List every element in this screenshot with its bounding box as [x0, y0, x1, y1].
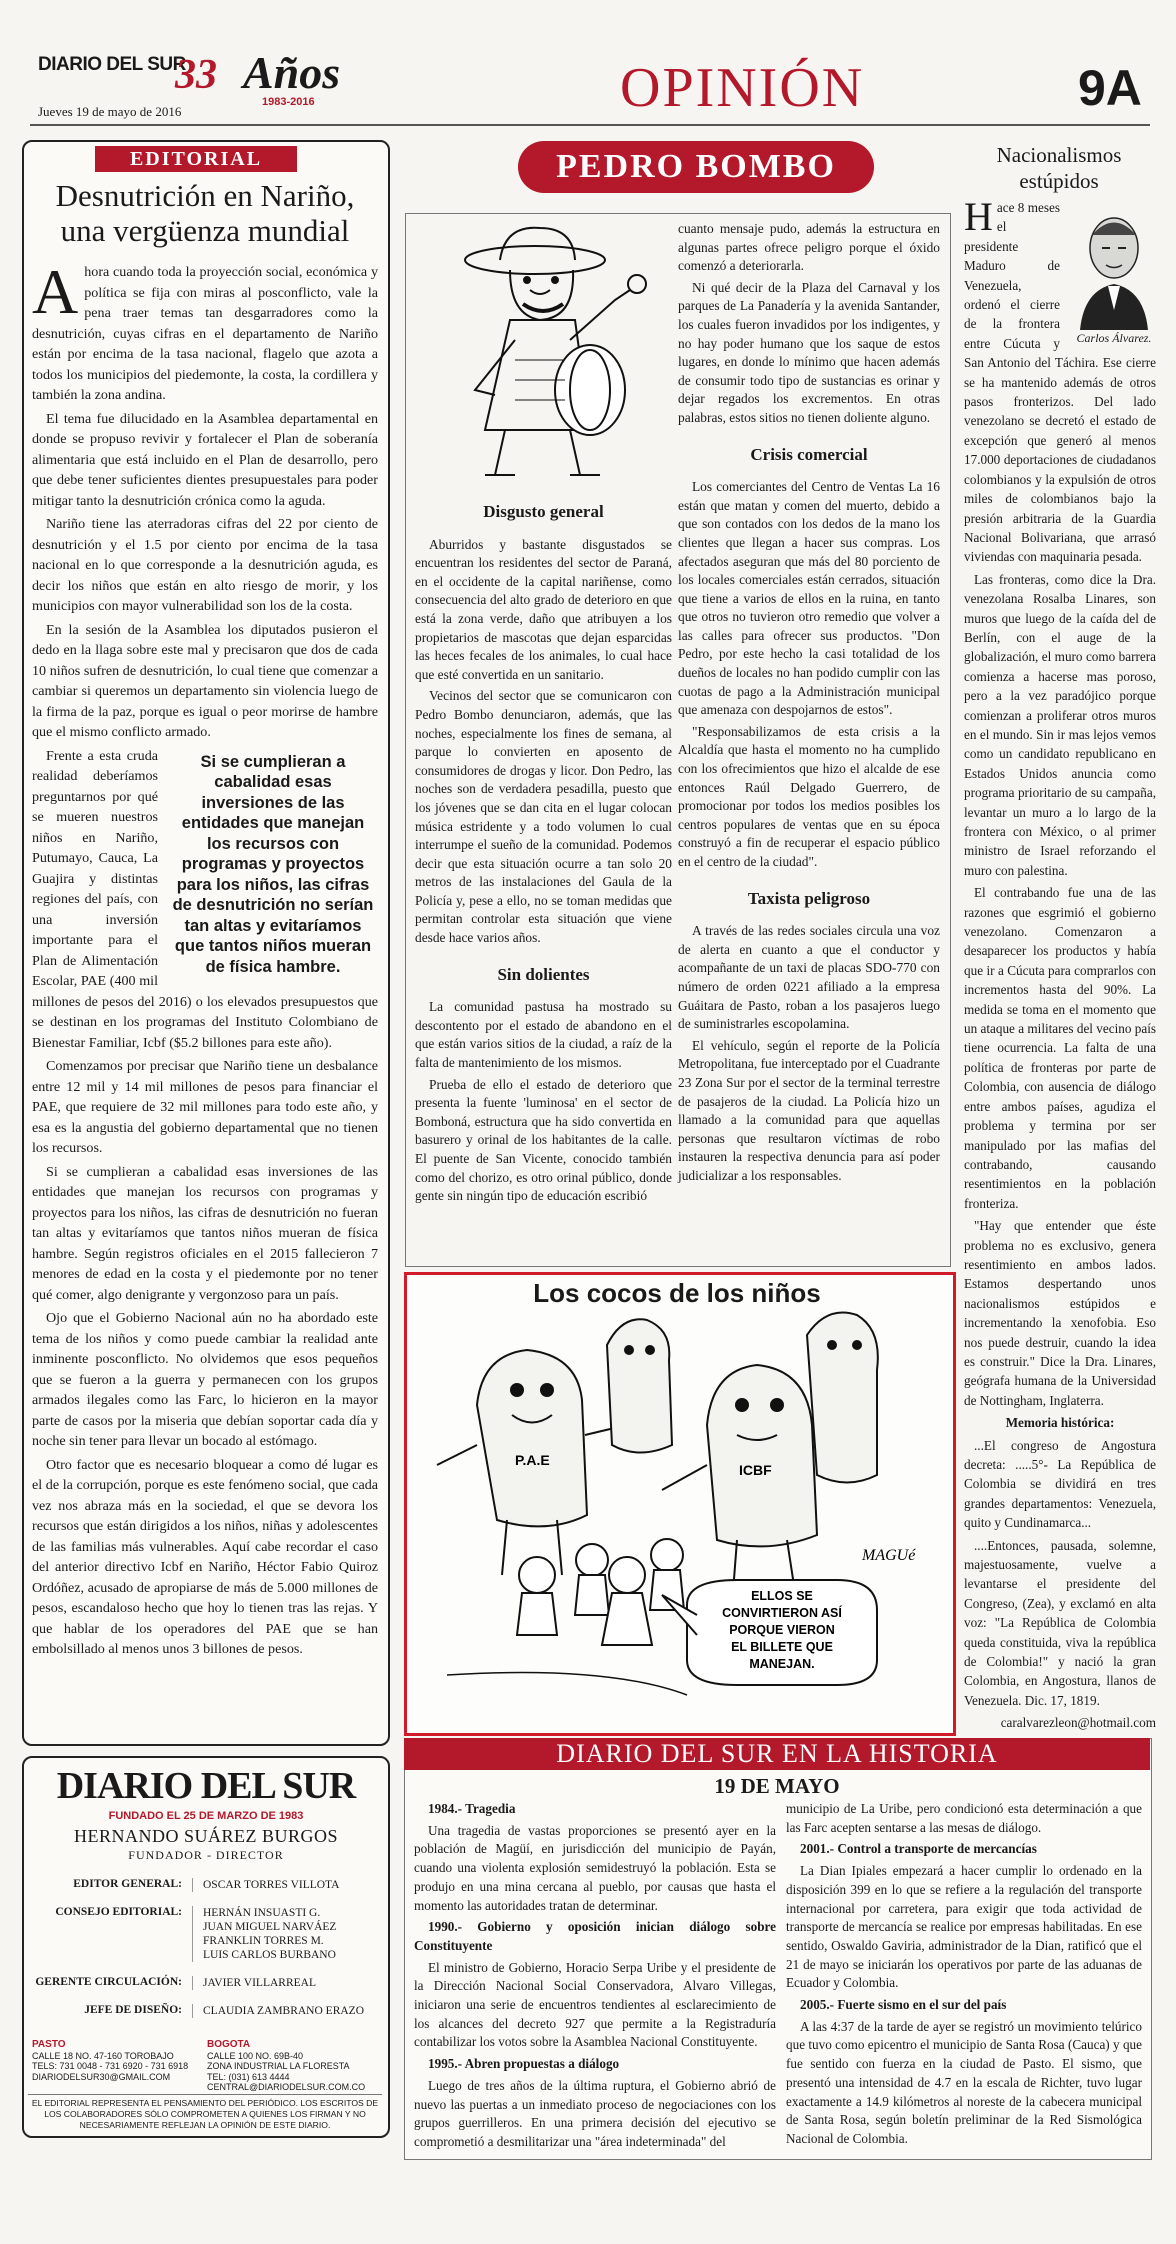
- issue-date: Jueves 19 de mayo de 2016: [38, 104, 182, 119]
- staff-role: JEFE DE DISEÑO:: [32, 2004, 193, 2018]
- column-paragraph: ....Entonces, pausada, solemne, majestuosamente, vuelve a levantarse el presidente del Congreso, (Zea), y exclamó en alta voz: "La República de Colombia queda constituida, viva la república de Colombia!" y nació la gran Colombia, en Angostura, llanos de Venezuela. Dic. 17, 1819.: [964, 1537, 1156, 1708]
- column-paragraph: Hace 8 meses el presidente Maduro de Venezuela, ordenó el cierre de la frontera entre Cúcuta y San Antonio del Táchira. Ese cierre se ha mantenido además de otros pasos fronterizos. Del lado venezolano se decretó el estado de excepción que generó al menos 17.000 deportaciones de ciudadanos colombianos y la expulsión de otros miles de colombianos bajo la presión arbitraria de la Guardia Nacional Bolivariana, que arrasó viviendas con maquinaria pesada.: [964, 194, 1156, 565]
- history-paragraph: La Dian Ipiales empezará a hacer cumplir lo ordenado en la disposición 399 en lo que se refiere a la regulación del transporte internacional por carretera, para exigir que toda actividad de transporte de mercancía se realice por empresas habilitadas. En ese sentido, Oswaldo Gaviria, administrador de la Dian, ratificó que el 21 de mayo se iniciarán los operativos por parte de las aduanas de Ecuador y Colombia.: [786, 1863, 1142, 1991]
- editorial-paragraph: Comenzamos por precisar que Nariño tiene un desbalance entre 12 mil y 14 mil millones de pesos para financiar el PAE, que requiere de 32 mil millones para todo este año, y esa es la angustia del gobierno departamental que no tienen los recursos.: [32, 1058, 378, 1156]
- history-heading: 1984.- Tragedia: [428, 1801, 516, 1816]
- cartoon-frame: [404, 1272, 956, 1736]
- history-paragraph: El ministro de Gobierno, Horacio Serpa Uribe y el presidente de la Dirección Nacional Social Conservadora, Alvaro Villegas, iniciaron una serie de encuentros tendientes al esclarecimiento de los alcances del decreto 927 que permite a la Registraduría contabilizar los votos sobre la Asamblea Nacional Constituyente.: [414, 1959, 776, 2050]
- drummer-illustration: [415, 220, 672, 485]
- pasto-phones: TELS: 731 0048 - 731 6920 - 731 6918: [32, 2061, 189, 2071]
- author-email: caralvarezleon@hotmail.com: [1000, 1715, 1156, 1731]
- column-paragraph: El contrabando fue una de las razones que esgrimió el gobierno venezolano. Comenzaron a desaparecer los productos y había que ir a Cúcuta para comprarlos con incrementos hasta del 90%. La medida se toma en el momento que un ataque a militares del vecino país tiene ocurrencia. La falta de una política de fronteras por parte de Colombia, con ausencia de diálogo entre ambos países, agudiza el problema y termina por ser manipulado por las mafias del contrabando, causando resentimientos en la población fronteriza.: [964, 885, 1156, 1211]
- history-heading: 2005.- Fuerte sismo en el sur del país: [800, 1997, 1007, 2013]
- staff-names: CLAUDIA ZAMBRANO ERAZO: [203, 2005, 364, 2017]
- history-column-right: [786, 1772, 1142, 2152]
- column-dropcap: H: [964, 194, 993, 239]
- editorial-paragraph: En la sesión de la Asamblea los diputados pusieron el dedo en la llaga sobre este mal y precisaron que dos de cada 10 niños sufren de desnutrición, lo cual tiene que comenzar a cambiar si queremos un departamento sin violencia luego de la firma de la paz, porque es igual o peor morirse de hambre que el mismo conflicto armado.: [32, 621, 378, 740]
- editorial-paragraph: Ojo que el Gobierno Nacional aún no ha abordado este tema de los niños y como puede cambiar la realidad ante inminente posconflicto. No olvidemos que esos pequeños que se fueron a la guerra y permanecen con los grupos armados ilegales como las Farc, lo hicieron en la mayor parte de casos por la miseria que debían soportar cada día y noche sin tener para llevar un bocado al estómago.: [32, 1310, 378, 1449]
- column-memoria-heading: Memoria histórica:: [1005, 1415, 1115, 1431]
- staff-row: [32, 2004, 382, 2018]
- bogota-zone: ZONA INDUSTRIAL LA FLORESTA: [207, 2061, 350, 2071]
- staff-role: CONSEJO EDITORIAL:: [32, 1906, 193, 1962]
- history-paragraph: A las 4:37 de la tarde de ayer se registró un movimiento telúrico que tuvo como epicentro el municipio de Santa Rosa (Cauca) y que fue sentido con fuerza en la ciudad de Pasto. El sismo, que presentó una intensidad de 4.7 en la escala de Richter, tuvo lugar exactamente a 14.9 kilómetros al noreste de la cabecera municipal de Santa Rosa, según boletín preliminar de la Red Sismológica Nacional de Colombia.: [786, 2018, 1142, 2146]
- staff-row: [32, 1976, 382, 1990]
- pedro-subhead: Disgusto general: [483, 502, 604, 521]
- history-paragraph: Luego de tres años de la última ruptura, el Gobierno abrió de nuevo las puertas a un inmediato proceso de negociaciones con los grupos guerrilleros. En una primera decisión del ejecutivo se comprometió a desmilitarizar una "área indeterminada" del: [414, 2077, 776, 2149]
- cartoon-drawing: [407, 1275, 947, 1727]
- history-banner: DIARIO DEL SUR EN LA HISTORIA: [404, 1738, 1150, 1770]
- anniversary-years: 1983-2016: [262, 96, 315, 108]
- editorial-headline: Desnutrición en Nariño, una vergüenza mundial: [55, 178, 355, 248]
- pedro-paragraph: Ni qué decir de la Plaza del Carnaval y los parques de La Panadería y la avenida Santander, los cuales fueron invadidos por los indigentes, y no hay poder humano que los saque de estos lugares, en donde lo mínimo que hacen además de consumir todo tipo de sustancias es orinar y dejar regados los excrementos. En otras palabras, estos sitios no tienen doliente alguno.: [678, 279, 940, 425]
- pasto-email: DIARIODELSUR30@GMAIL.COM: [32, 2071, 171, 2082]
- pedro-subhead: Sin dolientes: [497, 964, 590, 984]
- staff-names: HERNÁN INSUASTI G. JUAN MIGUEL NARVÁEZ FRANKLIN TORRES M. LUIS CARLOS BURBANO: [203, 1907, 337, 1961]
- staff-disclaimer: EL EDITORIAL REPRESENTA EL PENSAMIENTO DEL PERIÓDICO. LOS ESCRITOS DE LOS COLABORADORES SÓLO COMPROMETEN A QUIENES LOS FIRMAN Y NO NECESARIAMENTE REFLEJAN LA OPINIÓN DE ESTE DIARIO.: [28, 2094, 382, 2131]
- header-divider: [30, 124, 1150, 126]
- column-paragraph: "Hay que entender que éste problema no es exclusivo, genera resentimiento en ambos lados. Estamos despertando unos nacionalismos estúpidos e incrementando la xenofobia. Eso nos puede destruir, cuando la idea es construir." Dice la Dra. Linares, geógrafa humana de la Universidad de Nottingham, Inglaterra.: [964, 1218, 1156, 1408]
- label-pae: P.A.E: [515, 1452, 550, 1468]
- staff-logo: DIARIO DEL SUR: [56, 1765, 356, 1807]
- founder-role: FUNDADOR - DIRECTOR: [128, 1848, 284, 1862]
- speech-line: ELLOS SE: [751, 1589, 813, 1603]
- pedro-paragraph: "Responsabilizamos de esta crisis a la Alcaldía que hasta el momento no ha cumplido con los ofrecimientos que hizo el alcalde de ese entonces Raúl Delgado Guerrero, de promocionar por todos los medios posibles los centros populares de ventas que en su época construyó a fin de recuperar el espacio público en el centro de la ciudad".: [678, 723, 940, 869]
- cartoonist-signature: MAGUé: [862, 1547, 916, 1564]
- editorial-badge: EDITORIAL: [95, 146, 297, 172]
- author-caption: Carlos Álvarez.: [1076, 331, 1152, 345]
- page-number: 9A: [1078, 60, 1142, 116]
- editorial-body: [32, 256, 378, 1663]
- speech-line: PORQUE VIERON: [729, 1623, 835, 1637]
- history-paragraph: Una tragedia de vastas proporciones se presentó ayer en la población de Magüí, en jurisdicción del municipio de Payán, cuando una violenta explosión semidestruyó la población. Esta se produjo en una mina cercana al pueblo, por causas que hasta el momento las autoridades tratan de determinar.: [414, 1822, 776, 1913]
- column-paragraph: Las fronteras, como dice la Dra. venezolana Rosalba Linares, son muros que luego de la caída del de Berlín, con el auge de la globalización, el muro como barrera comienza a hacerse mas poroso, pero a la vez paradójico porque comienzan a proliferar otros muros en el mundo. Sin ir mas lejos vemos como un candidato republicano en Estados Unidos anuncia como programa prioritario de su campaña, levantar un muro a lo largo de la frontera con México, o al primer ministro de Israel reforzando el muro con palestina.: [964, 571, 1156, 878]
- pedro-bombo-banner: PEDRO BOMBO: [518, 141, 874, 193]
- editorial-paragraph: Otro factor que es necesario bloquear a como dé lugar es el de la corrupción, porque es este fenómeno social, que cada vez nos abraza más en la sociedad, el que se devora los recursos que están dirigidos a los niños, niñas y adolescentes de las familias más vulnerables. Aquí cabe recordar el caso del anterior directivo Icbf en Nariño, Héctor Fabio Quiroz Ordóñez, acusado de apropiarse de más de 5.000 millones de pesos, escandaloso hecho que hoy lo tienen tras las rejas. Y que hablar de los operadores del PAE que se han embolsillado al menos unos 3 billones de pesos.: [32, 1456, 378, 1657]
- pedro-subhead: Taxista peligroso: [747, 888, 871, 908]
- bogota-contact: [207, 2040, 382, 2093]
- pedro-paragraph: El vehículo, según el reporte de la Policía Metropolitana, fue interceptado por el Cuadrante 23 Zona Sur por el sector de la terminal terrestre de pasajeros de la ciudad. La Policía hizo un llamado a la comunidad para que aquellas personas que resultaron víctimas de robo instauren la respectiva denuncia para así poder judicializar a los responsables.: [678, 1037, 940, 1183]
- speech-line: MANEJAN.: [749, 1657, 815, 1671]
- pedro-paragraph: Aburridos y bastante disgustados se encuentran los residentes del sector de Paraná, en el occidente de la capital nariñense, como consecuencia del alto grado de deterioro en que está la zona verde, daño que atribuyen a los propietarios de mascotas que dejan esparcidas las heces fecales de los animales, lo cual hace que esté convertida en un sanitario.: [415, 536, 672, 682]
- editorial-paragraph: Frente a esta cruda realidad deberíamos preguntarnos por qué se mueren nuestros niños en Nariño, Putumayo, Cauca, La Guajira y distintas regiones del país, con una inversión importante para el Plan de Alimentación Escolar, PAE (400 mil millones de pesos del 2016) o los elevados presupuestos que se destinan en los programas del Instituto Colombiano de Bienestar Familiar, Icbf ($5.2 billones para este año).: [32, 747, 378, 1051]
- pedro-paragraph: La comunidad pastusa ha mostrado su descontento por el estado de abandono en el que están varios sitios de la ciudad, a raíz de la falta de mantenimiento de los mismos.: [415, 999, 672, 1071]
- pedro-paragraph: Prueba de ello el estado de deterioro que presenta la fuente 'luminosa' en el sector de Bomboná, estructura que ha sido convertida en basurero y orinal de los habitantes de la calle. El puente de San Vicente, conocido también como del chorizo, es otro orinal público, donde gente sin ningún tipo de educación escribió: [415, 1076, 672, 1204]
- staff-role: EDITOR GENERAL:: [32, 1878, 193, 1892]
- anniversary-word: Años: [243, 47, 341, 98]
- history-date: 19 DE MAYO: [714, 1774, 840, 1798]
- pedro-column-left: [415, 220, 672, 1209]
- editorial-paragraph: Nariño tiene las aterradoras cifras del 22 por ciento de desnutrición y el 1.5 por ciento por encima de la tasa nacional en lo que corresponde a la desnutrición aguda, es decir los niños que están en alto riesgo de morir, y los municipios con mayor vulnerabilidad son los de la costa.: [32, 516, 378, 614]
- speech-line: CONVIRTIERON ASÍ: [722, 1606, 842, 1620]
- pedro-column-right: [678, 220, 940, 1189]
- author-portrait: [1072, 200, 1154, 330]
- history-heading: 1990.- Gobierno y oposición inician diálogo sobre Constituyente: [414, 1919, 776, 1953]
- pedro-paragraph: cuanto mensaje pudo, además la estructura en algunas partes ofrece peligro porque el óxido comenzó a deteriorarla.: [678, 221, 940, 274]
- bogota-address: CALLE 100 NO. 69B-40: [207, 2050, 304, 2061]
- staff-row: [32, 1878, 382, 1892]
- cartoon-title: Los cocos de los niños: [533, 1278, 821, 1308]
- history-heading: 1995.- Abren propuestas a diálogo: [428, 2056, 620, 2072]
- bogota-phone: TEL: (031) 613 4444: [207, 2071, 290, 2082]
- history-heading: 2001.- Control a transporte de mercancías: [800, 1841, 1037, 1857]
- staff-role: GERENTE CIRCULACIÓN:: [32, 1976, 193, 1990]
- column-body: [964, 194, 1156, 1736]
- founder-name: HERNANDO SUÁREZ BURGOS: [73, 1826, 339, 1846]
- editorial-paragraph: Ahora cuando toda la proyección social, económica y política se fija con miras al posconflicto, vale la pena traer temas tan desgarradores como la desnutrición, cuyas cifras en el departamento de Nariño están por encima de la tasa nacional, flagelo que azota a todos los municipios del piedemonte, la costa, la cordillera y también la zona andina.: [32, 256, 378, 403]
- editorial-dropcap: A: [32, 256, 79, 327]
- editorial-paragraph: Si se cumplieran a cabalidad esas inversiones de las entidades que manejan los recursos con programas y proyectos para los niños, las cifras de desnutrición no fueran tan altas y evitaríamos que tantos niños mueran de física hambre. Según registros oficiales en el 2015 fallecieron 7 menores de edad en la costa y el piedemonte por no tener qué comer, algo denigrante y vergonzoso para un país.: [32, 1163, 378, 1303]
- bogota-email: CENTRAL@DIARIODELSUR.COM.CO: [207, 2082, 366, 2092]
- history-column-left: [414, 1800, 776, 2155]
- pedro-paragraph: Vecinos del sector que se comunicaron con Pedro Bombo denunciaron, además, que las noches, especialmente los fines de semana, al parque lo convierten en aposento de consumidores de drogas y licor. Don Pedro, las noches son de verdadera pesadilla, puesto que los jóvenes que se dan cita en el lugar colocan música estridente y a todo volumen lo cual interrumpe el sueño de la comunidad. Podemos decir que esta situación ocurre a tan solo 20 metros de las instalaciones del Gaula de la Policía y, pese a ello, no se toman medidas que permitan controlar esta situación que viene desde hace varios años.: [415, 688, 672, 946]
- editorial-paragraph: El tema fue dilucidado en la Asamblea departamental en donde se propuso revivir y fortalecer el Plan de soberanía alimentaria que está incluido en el Plan de desarrollo, pero que debe tener suficientes dientes presupuestales para poder mitigar tanto la desnutrición crónica como la aguda.: [32, 410, 378, 509]
- column-title: Nacionalismos estúpidos: [996, 143, 1122, 193]
- column-paragraph: ...El congreso de Angostura decreta: .....5°- La República de Colombia se dividirá en tres grandes departamentos: Venezuela, quito y Cundinamarca...: [964, 1437, 1156, 1531]
- pasto-contact: [32, 2040, 207, 2093]
- pedro-paragraph: Los comerciantes del Centro de Ventas La 16 están que matan y comen del muerto, debido a que son contados con los dedos de la mano los clientes que llegan a hacer sus compras. Los afectados aseguran que más del 80 porciento de los locales comerciales están cerrados, situación que tiene a varios de ellos en la ruina, en tanto que otros no tuvieron otro remedio que volver a las calles para ofrecer sus productos. "Don Pedro, por este hecho la casi totalidad de los dueños de locales no han podido cumplir con las cuotas de pago a la Administración municipal que amenaza con despojarnos de estos".: [678, 479, 940, 718]
- anniversary-number: 33: [175, 52, 217, 98]
- bogota-city: BOGOTA: [207, 2039, 251, 2050]
- staff-row: [32, 1906, 382, 1962]
- pedro-subhead: Crisis comercial: [750, 444, 868, 464]
- speech-line: EL BILLETE QUE: [731, 1640, 833, 1654]
- pasto-address: CALLE 18 NO. 47-160 TOROBAJO: [32, 2050, 174, 2061]
- editorial-pullquote: Si se cumplieran a cabalidad esas inversiones de las entidades que manejan los recursos con programas y proyectos para los niños, las cifras de desnutrición no serían tan altas y evitaríamos que tantos niños mueran de física hambre.: [172, 752, 374, 976]
- staff-names: OSCAR TORRES VILLOTA: [203, 1879, 340, 1891]
- pedro-paragraph: A través de las redes sociales circula una voz de alerta en cuanto a que el conductor y acompañante de un taxi de placas SDO-770 con número de orden 0221 afiliado a la empresa Guáitara de Pasto, roban a los pasajeros luego de suministrarles escopolamina.: [678, 923, 940, 1032]
- staff-founded: FUNDADO EL 25 DE MARZO DE 1983: [108, 1810, 304, 1822]
- label-icbf: ICBF: [739, 1462, 772, 1478]
- history-paragraph: municipio de La Uribe, pero condicionó esta determinación a que las Farc acepten sentarse a las mesas de diálogo.: [786, 1801, 1142, 1835]
- staff-list: [32, 1878, 382, 2032]
- pasto-city: PASTO: [32, 2039, 66, 2050]
- masthead-logo: DIARIO DEL SUR: [38, 54, 186, 75]
- staff-contacts: [32, 2040, 382, 2093]
- section-title: OPINIÓN: [620, 57, 865, 119]
- staff-names: JAVIER VILLARREAL: [203, 1977, 316, 1989]
